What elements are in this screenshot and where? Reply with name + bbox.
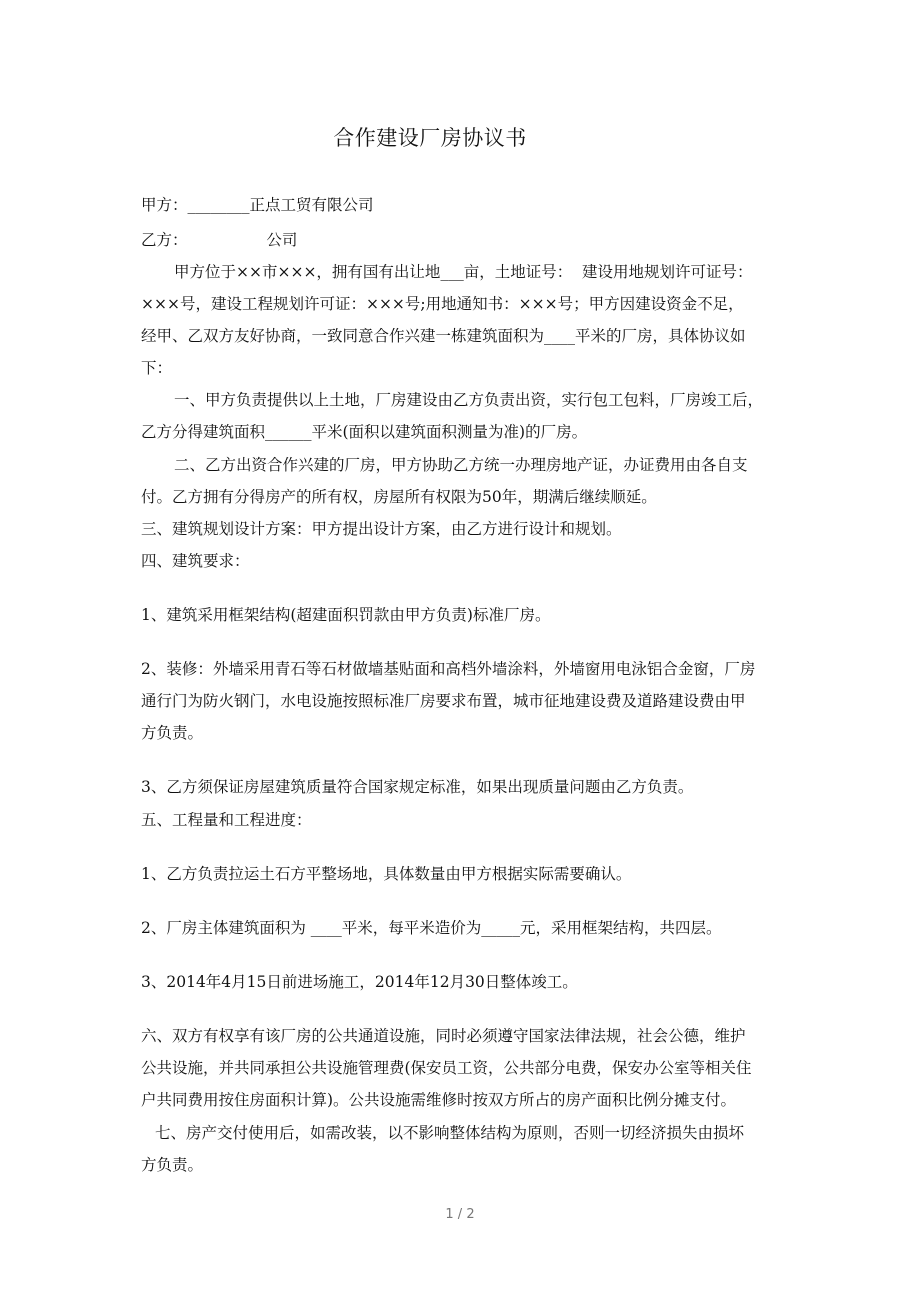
clause6-line-1: 六、双方有权享有该厂房的公共通道设施，同时必须遵守国家法律法规，社会公德，维护 (141, 1027, 746, 1045)
clause3-line: 三、建筑规划设计方案：甲方提出设计方案，由乙方进行设计和规划。 (141, 520, 622, 538)
requirement-3: 3、乙方须保证房屋建筑质量符合国家规定标准，如果出现质量问题由乙方负责。 (141, 778, 694, 796)
document-title: 合作建设厂房协议书 (333, 126, 527, 150)
party-b-line: 乙方： 公司 (141, 231, 298, 249)
clause2-line-2: 付。乙方拥有分得房产的所有权，房屋所有权限为50年，期满后继续顺延。 (141, 488, 657, 506)
progress-2: 2、厂房主体建筑面积为 ____平米，每平米造价为_____元，采用框架结构，共四层。 (141, 919, 722, 937)
requirement-2-line-2: 通行门为防火钢门，水电设施按照标准厂房要求布置，城市征地建设费及道路建设费由甲 (141, 692, 746, 710)
requirement-1: 1、建筑采用框架结构(超建面积罚款由甲方负责)标准厂房。 (141, 606, 551, 624)
page-number: 1 / 2 (445, 1207, 475, 1222)
requirement-2-line-1: 2、装修：外墙采用青石等石材做墙基贴面和高档外墙涂料，外墙窗用电泳铝合金窗，厂房 (141, 660, 756, 678)
clause7-line-2: 方负责。 (141, 1156, 204, 1174)
clause1-line-2: 乙方分得建筑面积______平米(面积以建筑面积测量为准)的厂房。 (141, 423, 588, 441)
clause6-line-2: 公共设施，并共同承担公共设施管理费(保安员工资，公共部分电费，保安办公室等相关住 (141, 1059, 752, 1077)
clause5-heading: 五、工程量和工程进度： (141, 811, 312, 829)
requirement-2-line-3: 方负责。 (141, 724, 204, 742)
clause4-heading: 四、建筑要求： (141, 552, 250, 570)
clause7-line-1: 七、房产交付使用后，如需改装，以不影响整体结构为原则，否则一切经济损失由损坏 (155, 1124, 745, 1142)
intro-line-1: 甲方位于××市×××，拥有国有出让地___亩，土地证号： 建设用地规划许可证号： (174, 263, 753, 281)
intro-line-2: ×××号，建设工程规划许可证：×××号;用地通知书：×××号；甲方因建设资金不足， (141, 295, 744, 313)
progress-1: 1、乙方负责拉运土石方平整场地，具体数量由甲方根据实际需要确认。 (141, 865, 632, 883)
intro-line-3: 经甲、乙双方友好协商，一致同意合作兴建一栋建筑面积为____平米的厂房，具体协议如 (141, 327, 746, 345)
party-a-line: 甲方：________正点工贸有限公司 (141, 196, 374, 214)
intro-line-4: 下： (141, 359, 173, 377)
clause2-line-1: 二、乙方出资合作兴建的厂房，甲方协助乙方统一办理房地产证，办证费用由各自支 (174, 456, 748, 474)
clause1-line-1: 一、甲方负责提供以上土地，厂房建设由乙方负责出资，实行包工包料，厂房竣工后， (174, 391, 764, 409)
clause6-line-3: 户共同费用按住房面积计算)。公共设施需维修时按双方所占的房产面积比例分摊支付。 (141, 1091, 737, 1109)
progress-3: 3、2014年4月15日前进场施工，2014年12月30日整体竣工。 (141, 973, 578, 991)
